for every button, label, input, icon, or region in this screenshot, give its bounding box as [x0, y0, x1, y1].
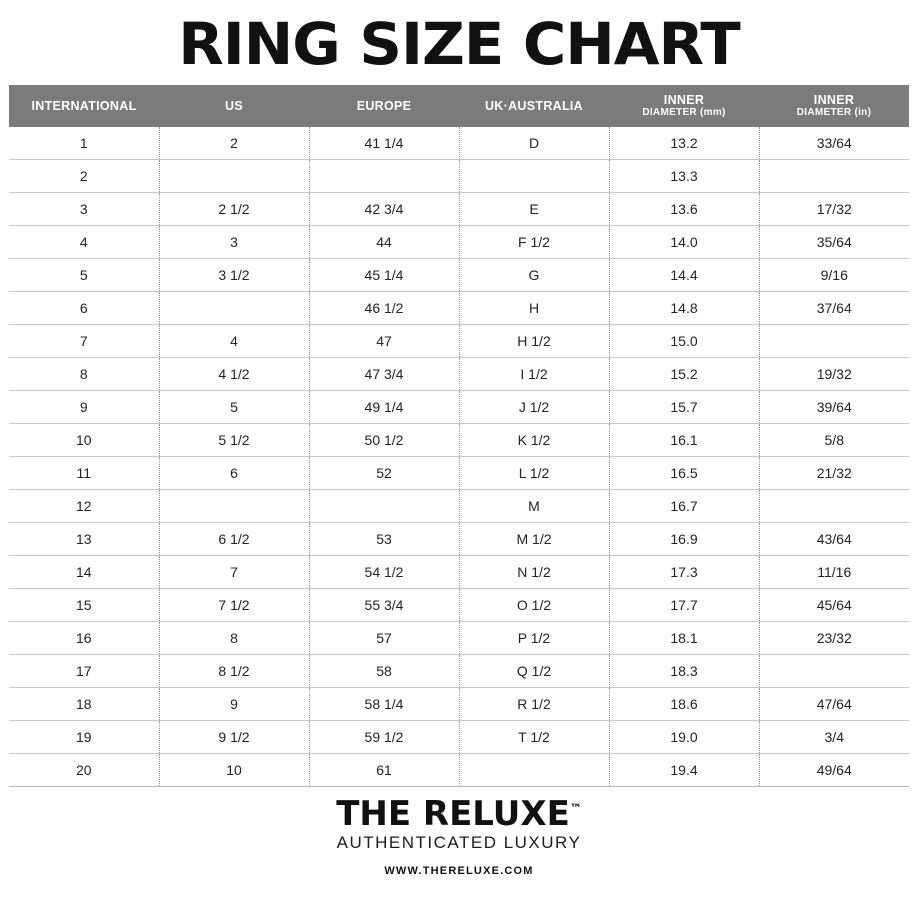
table-cell: 35/64: [759, 225, 909, 258]
table-cell: 4: [159, 324, 309, 357]
table-cell: T 1/2: [459, 720, 609, 753]
table-cell: 19: [9, 720, 159, 753]
table-header: [9, 85, 909, 127]
table-row: [9, 127, 909, 160]
table-cell: M: [459, 489, 609, 522]
table-cell: 20: [9, 753, 159, 786]
table-cell: 2 1/2: [159, 192, 309, 225]
table-cell: 14.0: [609, 225, 759, 258]
table-row: [9, 456, 909, 489]
table-cell: E: [459, 192, 609, 225]
trademark-symbol: ™: [569, 801, 582, 816]
table-row: [9, 159, 909, 192]
table-cell: L 1/2: [459, 456, 609, 489]
table-row: [9, 621, 909, 654]
footer: [0, 793, 918, 877]
column-header-europe-label: EUROPE: [356, 98, 412, 113]
table-body: [9, 127, 909, 787]
column-header-inner-diameter-mm-sub: DIAMETER (mm): [642, 107, 726, 119]
table-cell: 8: [9, 357, 159, 390]
table-cell: 8 1/2: [159, 654, 309, 687]
table-cell: 2: [159, 127, 309, 160]
table-row: [9, 225, 909, 258]
table-cell: 7: [9, 324, 159, 357]
table-cell: [759, 324, 909, 357]
table-cell: 15.2: [609, 357, 759, 390]
table-cell: R 1/2: [459, 687, 609, 720]
table-cell: 18.6: [609, 687, 759, 720]
table-cell: 17/32: [759, 192, 909, 225]
table-cell: 7: [159, 555, 309, 588]
table-cell: 46 1/2: [309, 291, 459, 324]
table-cell: 17: [9, 654, 159, 687]
table-cell: 61: [309, 753, 459, 786]
table-row: [9, 753, 909, 786]
table-cell: 53: [309, 522, 459, 555]
table-cell: 19.0: [609, 720, 759, 753]
table-row: [9, 522, 909, 555]
table-row: [9, 192, 909, 225]
table-cell: 33/64: [759, 127, 909, 160]
table-cell: H: [459, 291, 609, 324]
table-cell: 58: [309, 654, 459, 687]
table-cell: K 1/2: [459, 423, 609, 456]
table-cell: N 1/2: [459, 555, 609, 588]
table-row: [9, 588, 909, 621]
table-cell: 23/32: [759, 621, 909, 654]
table-cell: 9: [9, 390, 159, 423]
table-cell: 14.4: [609, 258, 759, 291]
table-cell: [309, 159, 459, 192]
table-cell: M 1/2: [459, 522, 609, 555]
brand-name-text: THE RELUXE: [336, 793, 570, 834]
column-header-inner-diameter-mm: [609, 85, 759, 127]
table-cell: 39/64: [759, 390, 909, 423]
table-cell: 16.5: [609, 456, 759, 489]
table-cell: 10: [9, 423, 159, 456]
table-cell: 19/32: [759, 357, 909, 390]
table-row: [9, 357, 909, 390]
table-row: [9, 687, 909, 720]
table-cell: 55 3/4: [309, 588, 459, 621]
table-cell: 1: [9, 127, 159, 160]
table-cell: 11: [9, 456, 159, 489]
table-cell: 6: [9, 291, 159, 324]
table-cell: H 1/2: [459, 324, 609, 357]
column-header-us: [159, 85, 309, 127]
table-cell: 19.4: [609, 753, 759, 786]
table-cell: 15.7: [609, 390, 759, 423]
table-cell: 14.8: [609, 291, 759, 324]
table-header-row: [9, 85, 909, 127]
table-cell: 45 1/4: [309, 258, 459, 291]
table-cell: I 1/2: [459, 357, 609, 390]
column-header-inner-diameter-in-label: INNER: [813, 93, 855, 108]
table-cell: [759, 159, 909, 192]
table-cell: 15.0: [609, 324, 759, 357]
table-cell: 4: [9, 225, 159, 258]
table-cell: 3/4: [759, 720, 909, 753]
brand-tagline: AUTHENTICATED LUXURY: [336, 832, 582, 852]
page-title: RING SIZE CHART: [178, 10, 740, 78]
table-cell: 2: [9, 159, 159, 192]
table-cell: O 1/2: [459, 588, 609, 621]
column-header-inner-diameter-in-sub: DIAMETER (in): [796, 107, 872, 119]
table-cell: 49 1/4: [309, 390, 459, 423]
ring-size-table: [9, 85, 909, 787]
table-cell: 3: [159, 225, 309, 258]
table-cell: 21/32: [759, 456, 909, 489]
table-row: [9, 390, 909, 423]
table-cell: 11/16: [759, 555, 909, 588]
table-cell: F 1/2: [459, 225, 609, 258]
table-row: [9, 423, 909, 456]
table-cell: 41 1/4: [309, 127, 459, 160]
table-cell: 16.9: [609, 522, 759, 555]
table-cell: 37/64: [759, 291, 909, 324]
table-cell: 47 3/4: [309, 357, 459, 390]
table-cell: 17.3: [609, 555, 759, 588]
table-cell: 9 1/2: [159, 720, 309, 753]
table-cell: 5/8: [759, 423, 909, 456]
table-cell: 16.7: [609, 489, 759, 522]
table-cell: D: [459, 127, 609, 160]
table-cell: 57: [309, 621, 459, 654]
table-cell: 5: [159, 390, 309, 423]
table-cell: 16: [9, 621, 159, 654]
table-cell: 6 1/2: [159, 522, 309, 555]
table-cell: 4 1/2: [159, 357, 309, 390]
table-row: [9, 489, 909, 522]
table-cell: [459, 753, 609, 786]
table-cell: 12: [9, 489, 159, 522]
column-header-inner-diameter-in: [759, 85, 909, 127]
table-cell: 14: [9, 555, 159, 588]
table-cell: 50 1/2: [309, 423, 459, 456]
table-cell: 43/64: [759, 522, 909, 555]
column-header-uk-australia: [459, 85, 609, 127]
table-row: [9, 324, 909, 357]
table-cell: 59 1/2: [309, 720, 459, 753]
table-cell: [159, 489, 309, 522]
table-cell: 3: [9, 192, 159, 225]
brand-name: [336, 793, 582, 834]
table-cell: 9/16: [759, 258, 909, 291]
table-cell: 47/64: [759, 687, 909, 720]
column-header-europe: [309, 85, 459, 127]
table-row: [9, 654, 909, 687]
table-cell: 8: [159, 621, 309, 654]
table-cell: 13.2: [609, 127, 759, 160]
table-cell: 3 1/2: [159, 258, 309, 291]
column-header-us-label: US: [225, 98, 243, 113]
table-cell: 44: [309, 225, 459, 258]
table-cell: 18.1: [609, 621, 759, 654]
table-cell: [159, 159, 309, 192]
table-cell: 7 1/2: [159, 588, 309, 621]
table-cell: 6: [159, 456, 309, 489]
table-cell: 52: [309, 456, 459, 489]
brand-url: WWW.THERELUXE.COM: [384, 864, 534, 877]
table-cell: [759, 654, 909, 687]
table-row: [9, 291, 909, 324]
column-header-international-label: INTERNATIONAL: [31, 98, 137, 113]
table-row: [9, 555, 909, 588]
table-cell: P 1/2: [459, 621, 609, 654]
table-cell: 18.3: [609, 654, 759, 687]
table-cell: 16.1: [609, 423, 759, 456]
table-cell: 10: [159, 753, 309, 786]
table-cell: 17.7: [609, 588, 759, 621]
table-cell: 13.3: [609, 159, 759, 192]
table-row: [9, 720, 909, 753]
table-cell: 45/64: [759, 588, 909, 621]
table-cell: G: [459, 258, 609, 291]
column-header-inner-diameter-mm-label: INNER: [663, 93, 705, 108]
table-cell: 47: [309, 324, 459, 357]
table-cell: 18: [9, 687, 159, 720]
table-cell: 42 3/4: [309, 192, 459, 225]
table-cell: Q 1/2: [459, 654, 609, 687]
table-cell: 13.6: [609, 192, 759, 225]
column-header-uk-australia-label: UK·AUSTRALIA: [484, 98, 584, 113]
table-cell: 5: [9, 258, 159, 291]
column-header-international: [9, 85, 159, 127]
table-cell: J 1/2: [459, 390, 609, 423]
table-cell: [459, 159, 609, 192]
table-cell: 5 1/2: [159, 423, 309, 456]
table-cell: 49/64: [759, 753, 909, 786]
table-cell: 58 1/4: [309, 687, 459, 720]
table-cell: 54 1/2: [309, 555, 459, 588]
table-cell: [309, 489, 459, 522]
table-cell: [759, 489, 909, 522]
table-cell: 15: [9, 588, 159, 621]
table-row: [9, 258, 909, 291]
table-cell: 13: [9, 522, 159, 555]
table-cell: [159, 291, 309, 324]
table-cell: 9: [159, 687, 309, 720]
